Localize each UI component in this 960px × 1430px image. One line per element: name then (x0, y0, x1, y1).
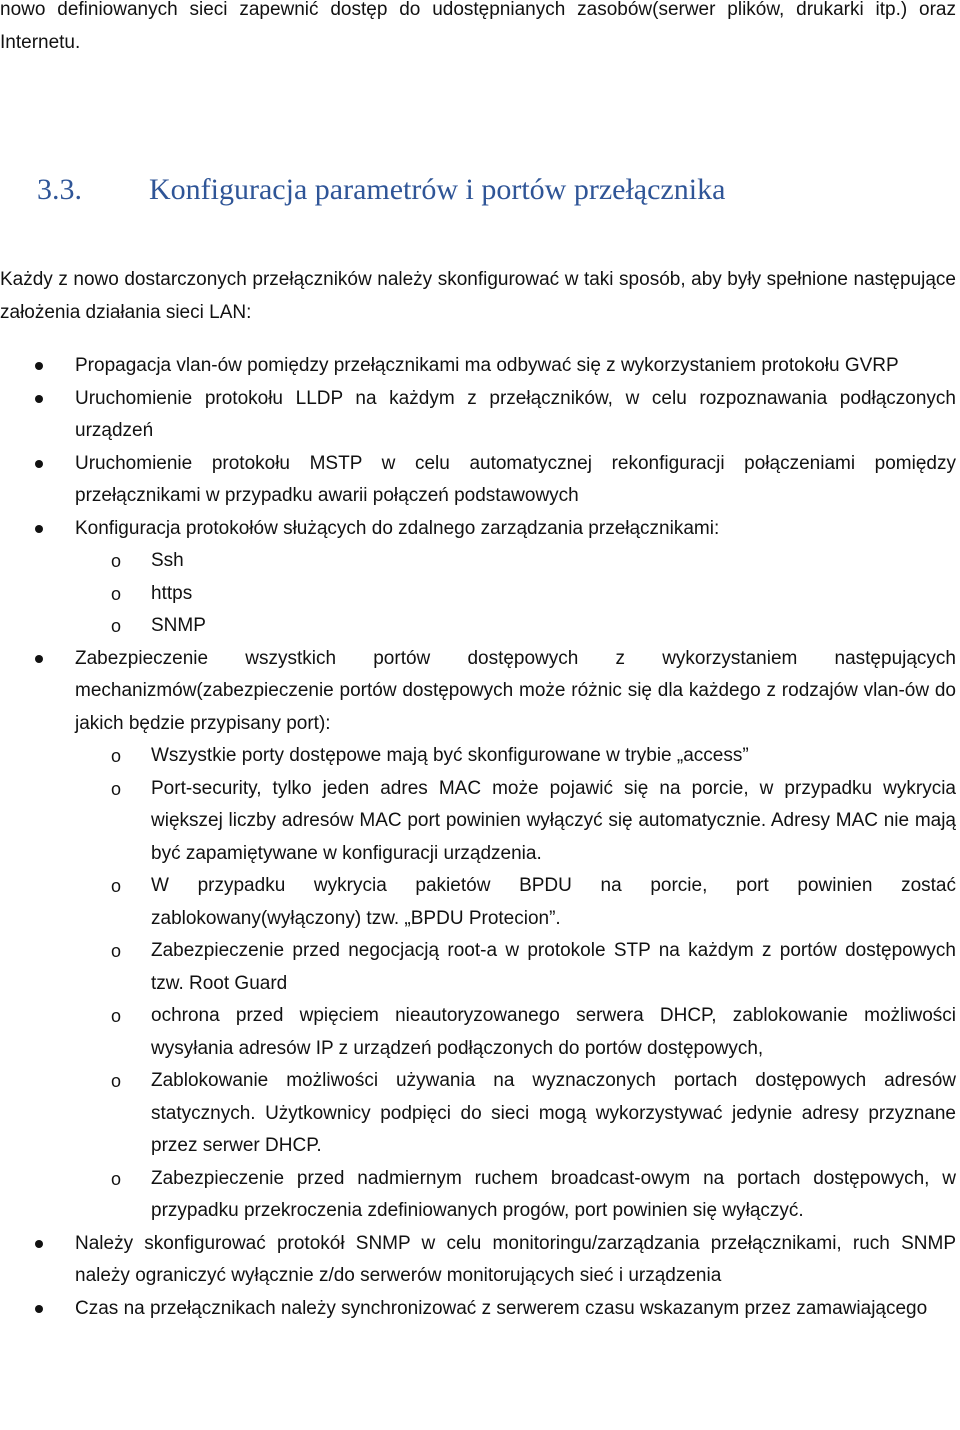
lead-paragraph: Każdy z nowo dostarczonych przełączników należy skonfigurować w taki sposób, aby były spełnione następujące założenia działania sieci LAN: (0, 269, 956, 323)
list-item (0, 1228, 956, 1293)
section-title: Konfiguracja parametrów i portów przełącznika (149, 173, 726, 206)
circle-bullet-icon: o (111, 616, 122, 636)
sub-list-item (0, 773, 956, 871)
list-item-text: Należy skonfigurować protokół SNMP w celu monitoringu/zarządzania przełącznikami, ruch SNMP należy ograniczyć wyłącznie z/do serwerów monitorujących sieć i urządzenia (75, 1232, 956, 1286)
sub-list (75, 545, 956, 643)
list-item-text: Zabezpieczenie wszystkich portów dostępowych z wykorzystaniem następujących mechanizmów(zabezpieczenie portów dostępowych może różnic się dla każdego z rodzajów vlan-ów do jakich będzie przypisany port): (75, 647, 956, 734)
section-heading (37, 168, 937, 212)
list-item (0, 513, 956, 643)
sub-list-item (0, 578, 956, 611)
bullet-icon (35, 1240, 43, 1248)
list-item (0, 1293, 956, 1326)
list-item-text: Konfiguracja protokołów służących do zdalnego zarządzania przełącznikami: (75, 517, 720, 539)
list-item-text: Propagacja vlan-ów pomiędzy przełącznikami ma odbywać się z wykorzystaniem protokołu GVRP (75, 355, 899, 376)
circle-bullet-icon: o (111, 778, 122, 799)
list-item (0, 448, 956, 513)
circle-bullet-icon: o (111, 1071, 122, 1091)
bullet-icon (35, 525, 43, 533)
sub-list-item-text: W przypadku wykrycia pakietów BPDU na porcie, port powinien zostać zablokowany(wyłączony) tzw. „BPDU Protecion”. (151, 875, 956, 929)
sub-list-item (0, 1163, 956, 1228)
circle-bullet-icon: o (111, 876, 122, 896)
sub-list-item-text: Zabezpieczenie przed negocjacją root-a w protokole STP na każdym z portów dostępowych tzw. Root Guard (151, 940, 956, 994)
circle-bullet-icon: o (111, 551, 122, 571)
circle-bullet-icon: o (111, 583, 122, 604)
sub-list-item (0, 870, 956, 935)
sub-list-item (0, 935, 956, 1000)
sub-list-item (0, 1000, 956, 1065)
bullet-icon (35, 362, 43, 370)
circle-bullet-icon: o (111, 1006, 122, 1026)
sub-list-item (0, 545, 956, 578)
list-item (0, 383, 956, 448)
bullet-icon (35, 395, 43, 403)
sub-list-item-text: ochrona przed wpięciem nieautoryzowanego serwera DHCP, zablokowanie możliwości wysyłania adresów IP z urządzeń podłączonych do portów dostępowych, (151, 1005, 956, 1059)
circle-bullet-icon: o (111, 1168, 122, 1189)
circle-bullet-icon: o (111, 746, 122, 766)
sub-list (75, 740, 956, 1228)
sub-list-item-text: Port-security, tylko jeden adres MAC może pojawić się na porcie, w przypadku wykrycia większej liczby adresów MAC port powinien wyłączyć się automatycznie. Adresy MAC nie mają być zapamiętywane w konfiguracji urządzenia. (151, 777, 956, 864)
sub-list-item-text: Wszystkie porty dostępowe mają być skonfigurowane w trybie „access” (151, 745, 749, 766)
sub-list-item-text: SNMP (151, 615, 206, 636)
circle-bullet-icon: o (111, 941, 122, 961)
bullet-icon (35, 655, 43, 663)
bullet-icon (35, 460, 43, 468)
list-item-text: Uruchomienie protokołu LLDP na każdym z przełączników, w celu rozpoznawania podłączonych urządzeń (75, 387, 956, 441)
list-item (0, 643, 956, 1228)
intro-paragraph: nowo definiowanych sieci zapewnić dostęp do udostępnianych zasobów(serwer plików, drukarki itp.) oraz Internetu. (0, 0, 956, 53)
list-item-text: Uruchomienie protokołu MSTP w celu automatycznej rekonfiguracji połączeniami pomiędzy przełącznikami w przypadku awarii połączeń podstawowych (75, 452, 956, 506)
sub-list-item (0, 610, 956, 643)
sub-list-item (0, 1065, 956, 1163)
sub-list-item-text: https (151, 582, 193, 604)
list-item-text: Czas na przełącznikach należy synchronizować z serwerem czasu wskazanym przez zamawiającego (75, 1297, 928, 1319)
list-item (0, 350, 956, 383)
sub-list-item-text: Zablokowanie możliwości używania na wyznaczonych portach dostępowych adresów statycznych. Użytkownicy podpięci do sieci mogą wykorzystywać jedynie adresy przyznane przez serwer DHCP. (151, 1070, 956, 1156)
section-number: 3.3. (37, 173, 82, 206)
sub-list-item-text: Ssh (151, 550, 184, 571)
bullet-icon (35, 1305, 43, 1313)
sub-list-item (0, 740, 956, 773)
requirements-list (0, 350, 956, 1325)
sub-list-item-text: Zabezpieczenie przed nadmiernym ruchem broadcast-owym na portach dostępowych, w przypadku przekroczenia zdefiniowanych progów, port powinien się wyłączyć. (151, 1167, 956, 1221)
